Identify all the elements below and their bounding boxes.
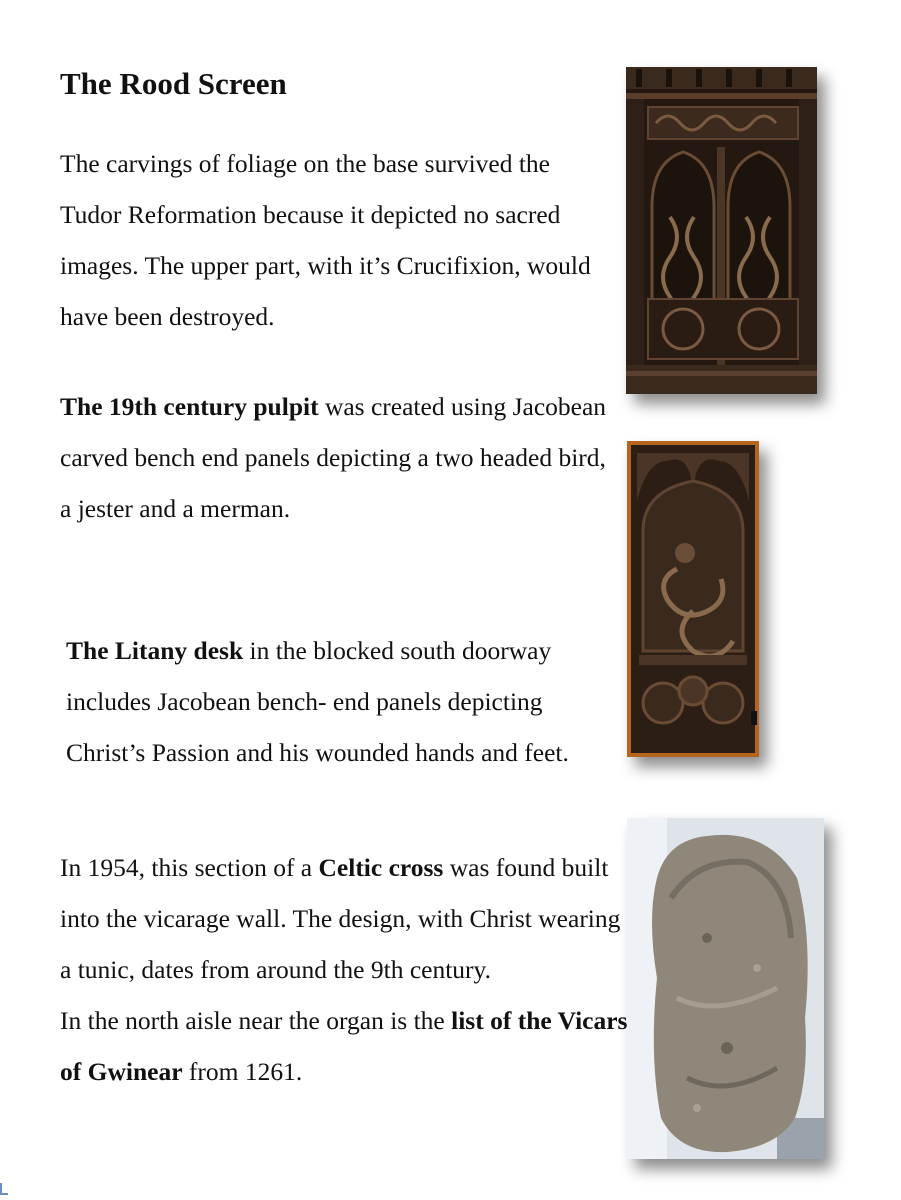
pulpit-text: was created using Jacobean carved bench end panels depicting a two headed bird, a jester and a merman. bbox=[60, 392, 607, 523]
litany-desk-text: in the blocked south doorway includes Jacobean bench- end panels depicting Christ’s Passion and his wounded hands and feet. bbox=[66, 636, 569, 767]
rood-screen-text: The carvings of foliage on the base survived the Tudor Reformation because it depicted no sacred images. The upper part, with it’s Crucifixion, would have been destroyed. bbox=[60, 149, 591, 331]
rood-screen-paragraph bbox=[60, 138, 610, 342]
bench-end-panel-photo bbox=[627, 441, 759, 757]
pulpit-paragraph bbox=[60, 381, 620, 534]
page-corner-mark bbox=[0, 1183, 8, 1195]
vicars-list-text: from 1261. bbox=[182, 1057, 303, 1086]
celtic-cross-paragraph bbox=[60, 842, 630, 1097]
celtic-cross-intro: In 1954, this section of a bbox=[60, 853, 319, 882]
merman-carving-image bbox=[627, 441, 759, 757]
celtic-cross-bold: Celtic cross bbox=[318, 853, 444, 882]
celtic-cross-photo bbox=[627, 818, 824, 1159]
page-title: The Rood Screen bbox=[60, 66, 287, 101]
litany-desk-paragraph bbox=[66, 625, 611, 778]
litany-desk-bold-title: The Litany desk bbox=[66, 636, 244, 665]
vicars-list-bold: list of the Vicars of Gwinear bbox=[60, 1006, 628, 1086]
rood-screen-carving-image bbox=[626, 67, 817, 394]
pulpit-bold-title: The 19th century pulpit bbox=[60, 392, 319, 421]
celtic-cross-text: was found built into the vicarage wall. The design, with Christ wearing a tunic, dates from around the 9th century. bbox=[60, 853, 621, 984]
rood-screen-photo bbox=[626, 67, 817, 394]
vicars-list-intro: In the north aisle near the organ is the bbox=[60, 1006, 452, 1035]
celtic-cross-stone-image bbox=[627, 818, 824, 1159]
